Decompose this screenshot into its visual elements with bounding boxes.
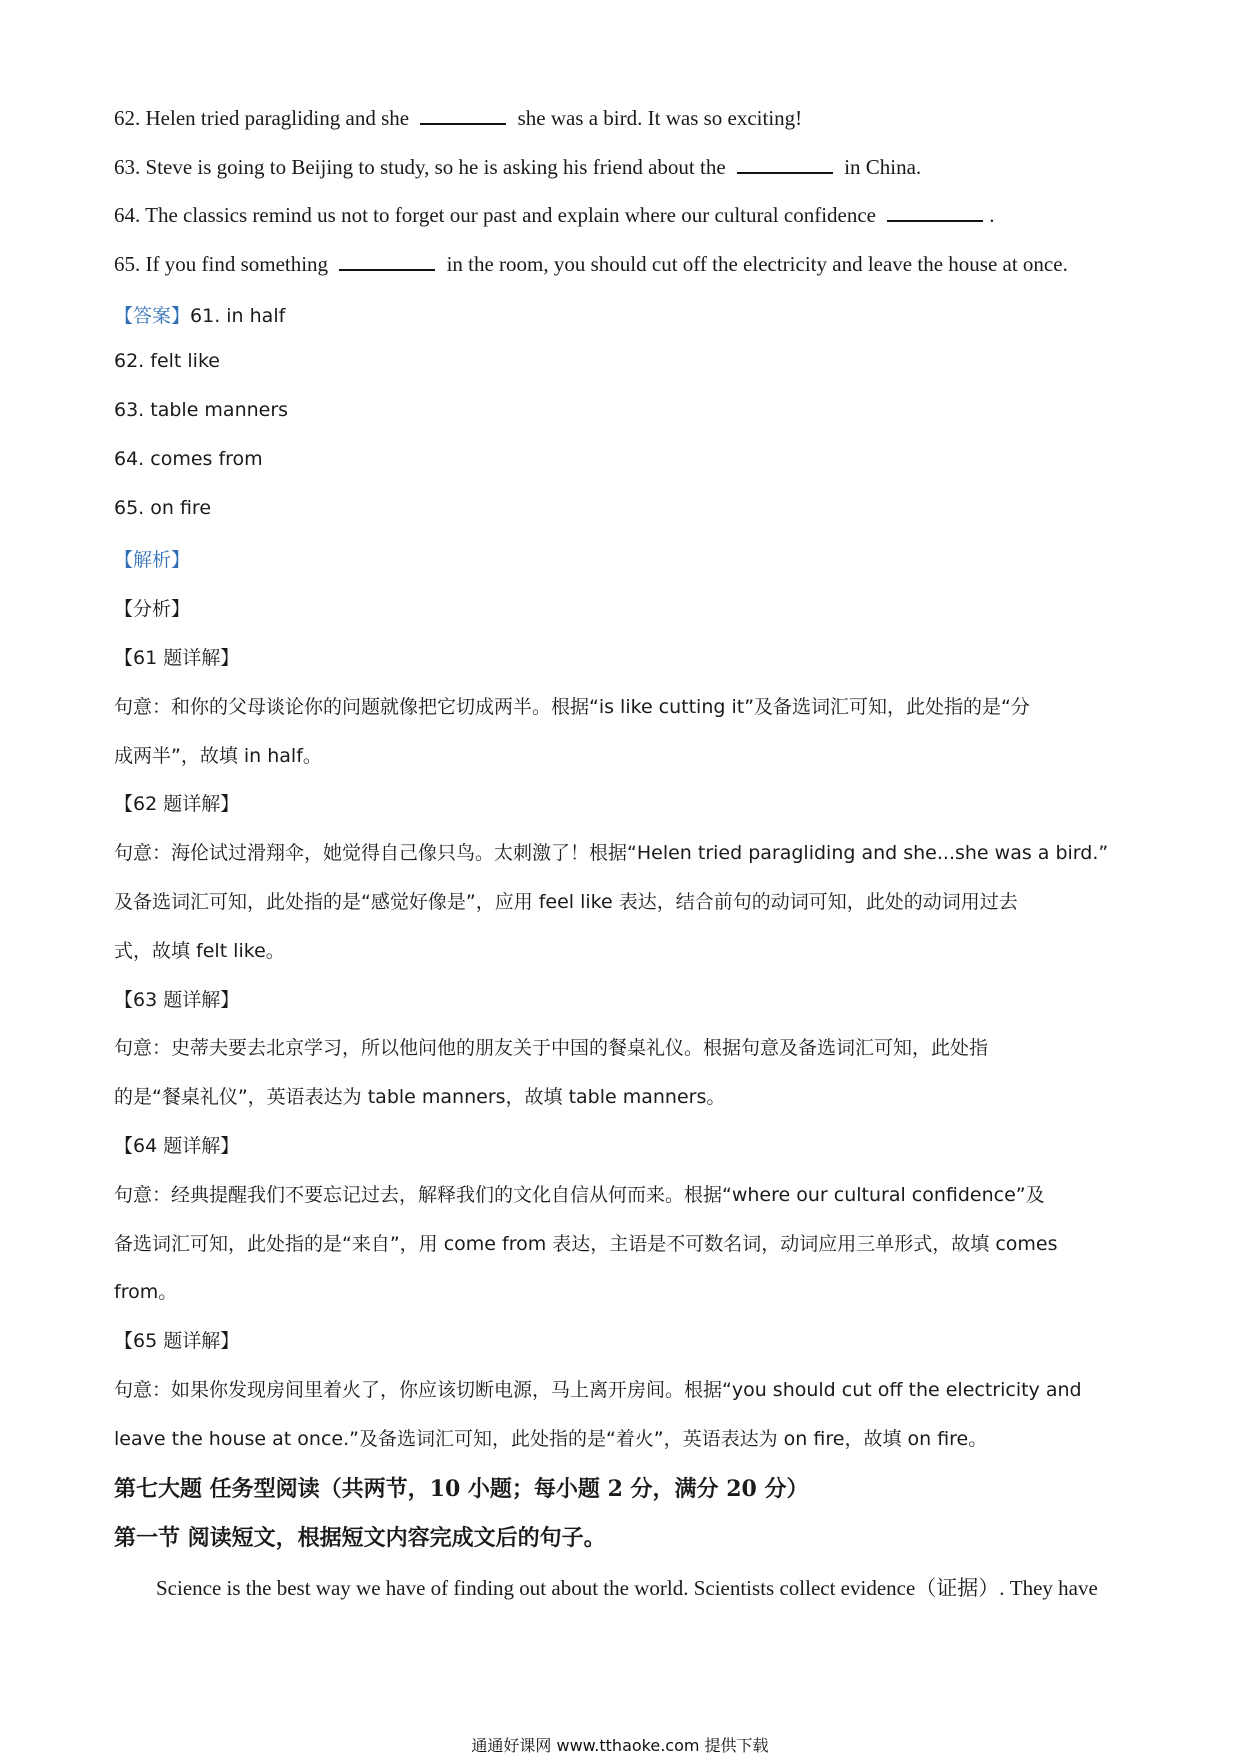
analysis-label: 【解析】 bbox=[114, 549, 191, 571]
question-62-before: 62. Helen tried paragliding and she bbox=[114, 106, 410, 130]
detail-65-line-1: 句意：如果你发现房间里着火了，你应该切断电源，马上离开房间。根据“you should cut off the electricity and bbox=[114, 1379, 1082, 1401]
detail-61-title: 【61 题详解】 bbox=[114, 647, 240, 669]
detail-62-line-1: 句意：海伦试过滑翔伞，她觉得自己像只鸟。太刺激了！根据“Helen tried paragliding and she...she was a bird.” bbox=[114, 842, 1109, 864]
detail-64-line-1: 句意：经典提醒我们不要忘记过去，解释我们的文化自信从何而来。根据“where our cultural confidence”及 bbox=[114, 1184, 1045, 1206]
detail-63-line-1: 句意：史蒂夫要去北京学习，所以他问他的朋友关于中国的餐桌礼仪。根据句意及备选词汇可知，此处指 bbox=[114, 1037, 989, 1059]
answer-blank-63 bbox=[737, 171, 833, 174]
answer-item-64: 64. comes from bbox=[114, 448, 263, 470]
question-63-before: 63. Steve is going to Beijing to study, so he is asking his friend about the bbox=[114, 155, 726, 179]
question-63-after: in China. bbox=[844, 155, 922, 179]
detail-63-title: 【63 题详解】 bbox=[114, 989, 240, 1011]
detail-65-title: 【65 题详解】 bbox=[114, 1330, 240, 1352]
passage-first-line: Science is the best way we have of finding out about the world. Scientists collect evidence（证据）. They have bbox=[156, 1576, 1098, 1600]
answer-item-63: 63. table manners bbox=[114, 399, 289, 421]
question-64-after: . bbox=[989, 203, 995, 227]
question-64-before: 64. The classics remind us not to forget our past and explain where our cultural confidence bbox=[114, 203, 876, 227]
subsection-title: 第一节 阅读短文，根据短文内容完成文后的句子。 bbox=[114, 1525, 606, 1551]
page-footer: 通通好课网 www.tthaoke.com 提供下载 bbox=[471, 1736, 769, 1755]
detail-61-line-1: 句意：和你的父母谈论你的问题就像把它切成两半。根据“is like cutting it”及备选词汇可知，此处指的是“分 bbox=[114, 696, 1030, 718]
answer-blank-65 bbox=[339, 268, 435, 271]
detail-64-title: 【64 题详解】 bbox=[114, 1135, 240, 1157]
detail-63-line-2: 的是“餐桌礼仪”，英语表达为 table manners，故填 table manners。 bbox=[114, 1086, 726, 1108]
detail-64-line-2: 备选词汇可知，此处指的是“来自”，用 come from 表达，主语是不可数名词，动词应用三单形式，故填 comes bbox=[114, 1233, 1058, 1255]
detail-62-title: 【62 题详解】 bbox=[114, 793, 240, 815]
answer-item-61: 61. in half bbox=[190, 305, 286, 327]
question-65-after: in the room, you should cut off the electricity and leave the house at once. bbox=[446, 252, 1068, 276]
answer-blank-64 bbox=[887, 219, 983, 222]
detail-64-line-3: from。 bbox=[114, 1281, 178, 1303]
answer-item-65: 65. on fire bbox=[114, 497, 212, 519]
section-title: 第七大题 任务型阅读（共两节，10 小题；每小题 2 分，满分 20 分） bbox=[114, 1476, 809, 1502]
answer-blank-62 bbox=[420, 122, 506, 125]
question-65-before: 65. If you find something bbox=[114, 252, 329, 276]
answer-label: 【答案】 bbox=[114, 305, 191, 327]
fenxi-label: 【分析】 bbox=[114, 598, 191, 620]
question-63 bbox=[114, 155, 921, 180]
question-65 bbox=[114, 252, 1068, 277]
question-64 bbox=[114, 203, 995, 228]
question-62-after: she was a bird. It was so exciting! bbox=[517, 106, 803, 130]
detail-61-line-2: 成两半”，故填 in half。 bbox=[114, 745, 322, 767]
question-62 bbox=[114, 106, 802, 131]
answer-heading bbox=[114, 301, 285, 328]
detail-65-line-2: leave the house at once.”及备选词汇可知，此处指的是“着火”，英语表达为 on fire，故填 on fire。 bbox=[114, 1428, 988, 1450]
detail-62-line-2: 及备选词汇可知，此处指的是“感觉好像是”，应用 feel like 表达，结合前句的动词可知，此处的动词用过去 bbox=[114, 891, 1018, 913]
detail-62-line-3: 式，故填 felt like。 bbox=[114, 940, 285, 962]
answer-item-62: 62. felt like bbox=[114, 350, 220, 372]
